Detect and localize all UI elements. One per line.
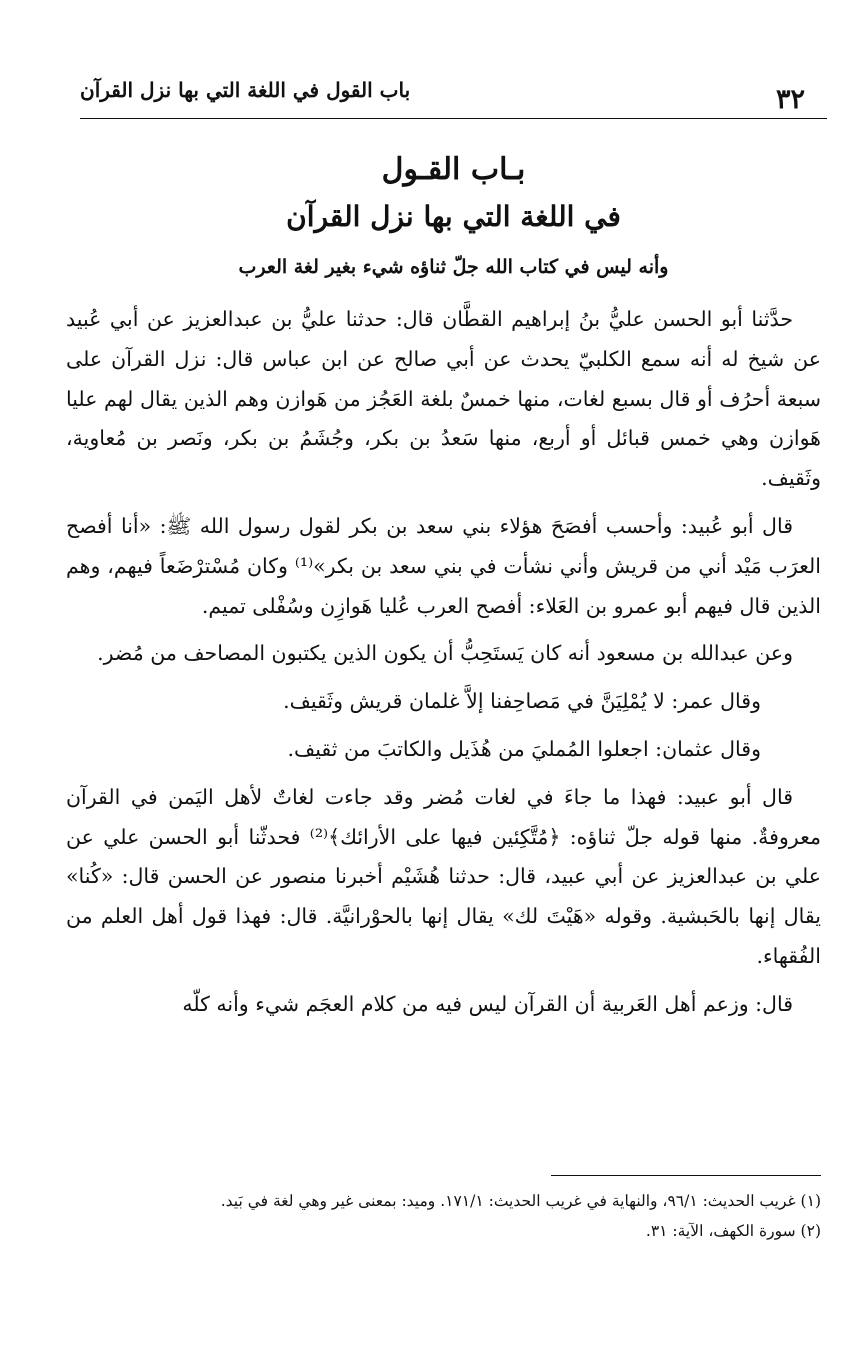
paragraph: وعن عبدالله بن مسعود أنه كان يَستَحِبُّ أن يكون الذين يكتبون المصاحف من مُضر. [97, 641, 793, 666]
footnotes [66, 1188, 821, 1248]
running-header [80, 66, 827, 119]
chapter-title-line-1: بـاب القـول [381, 152, 526, 187]
chapter-title-line-2: في اللغة التي بها نزل القرآن [286, 200, 621, 233]
page-number: ٣٢ [775, 84, 805, 115]
paragraph: وقال عثمان: اجعلوا المُمليَ من هُذَيل والكاتبَ من ثقيف. [287, 736, 761, 761]
paragraph: قال أبو عبيد: فهذا ما جاءَ في لغات مُضر وقد جاءت لغاتٌ لأهل اليَمن في القرآن معروفةٌ. منها قوله جلّ ثناؤه: ﴿مُتَّكِئين فيها على الأرائك﴾⁽²⁾ فحدثّنا أبو الحسن علي عن علي بن عبدالعزيز عن أبي عبيد، قال: حدثنا هُشَيْم أخبرنا منصور عن الحسن قال: «كُنا» يقال إنها بالحَبشية. وقوله «هَيْتَ لك» يقال إنها بالحوْرانيَّة. قال: فهذا قول أهل العلم من الفُقهاء. [66, 784, 821, 968]
main-text [66, 300, 821, 1033]
paragraph: قال أبو عُبيد: وأحسب أفصَحَ هؤلاء بني سعد بن بكر لقول رسول الله ﷺ: «أنا أفصح العرَب مَيْد أني من قريش وأني نشأت في بني سعد بن بكر»⁽¹⁾ وكان مُسْترْضَعاً فيهم، وهم الذين قال فيهم أبو عمرو بن العَلاء: أفصح العرب عُليا هَوازِن وسُفْلى تميم. [66, 513, 821, 618]
chapter-subtitle: وأنه ليس في كتاب الله جلّ ثناؤه شيء بغير لغة العرب [238, 256, 669, 278]
footnote: (١) غريب الحديث: ٩٦/١، والنهاية في غريب الحديث: ١٧١/١. وميد: بمعنى غير وهي لغة في بَيد. [220, 1192, 821, 1210]
paragraph: قال: وزعم أهل العَربية أن القرآن ليس فيه من كلام العجَم شيء وأنه كلّه [182, 991, 793, 1016]
footnote-divider [551, 1175, 821, 1176]
footnote: (٢) سورة الكهف، الآية: ٣١. [645, 1222, 821, 1240]
running-header-title: باب القول في اللغة التي بها نزل القرآن [80, 78, 411, 102]
paragraph: حدَّثنا أبو الحسن عليُّ بنُ إبراهيم القطَّان قال: حدثنا عليُّ بن عبدالعزيز عن أبي عُبيد عن شيخ له أنه سمع الكلبيّ يحدث عن أبي صالح عن ابن عباس قال: نزل القرآن على سبعة أحرُف أو قال بسبع لغات، منها خمسٌ بلغة العَجُز من هَوازن وهم الذين يقال لهم عليا هَوازن وهي خمس قبائل أو أربع، منها سَعدُ بن بكر، وجُشَمُ بن بكر، ونَصر بن مُعاوية، وثَقيف. [66, 307, 821, 491]
chapter-title [80, 148, 827, 242]
paragraph: وقال عمر: لا يُمْلِيَنَّ في مَصاحِفنا إلاَّ غلمان قريش وثَقيف. [283, 689, 761, 714]
